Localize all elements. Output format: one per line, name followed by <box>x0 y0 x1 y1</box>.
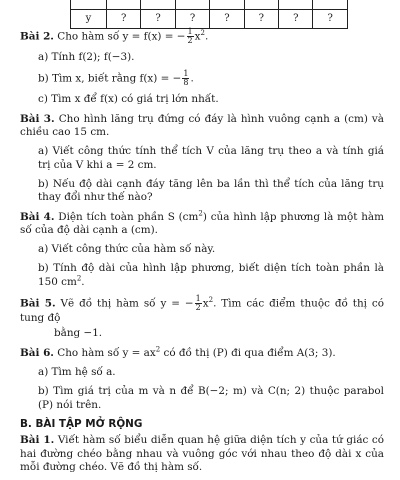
table-cell <box>175 0 209 10</box>
exercise-4-part-b: b) Tính độ dài của hình lập phương, biết diện tích toàn phần là 150 $cm^2$. <box>38 262 384 288</box>
table-cell <box>244 0 278 10</box>
exercise-6-part-b: b) Tìm giá trị của m và n để B(−2; m) và C(n; 2) thuộc parabol (P) nói trên. <box>38 385 384 411</box>
fraction: $\frac{1}{8}$ <box>183 69 189 88</box>
exercise-label: Bài 4. <box>20 210 55 223</box>
exercise-2-part-a: a) Tính f(2); f(−3). <box>38 51 135 63</box>
table-cell <box>313 0 348 10</box>
section-heading: B. BÀI TẬP MỞ RỘNG <box>20 417 143 430</box>
table-cell: ? <box>175 10 209 29</box>
exercise-text: Cho hình lăng trụ đứng có đáy là hình vuông cạnh a (cm) và chiều cao 15 cm. <box>20 112 384 138</box>
table-cell <box>141 0 175 10</box>
exercise-label: Bài 3. <box>20 112 55 125</box>
table-cell: ? <box>279 10 313 29</box>
fraction: $\frac{1}{2}$ <box>187 27 193 45</box>
value-table <box>70 0 348 29</box>
table-row-label: y <box>71 10 107 29</box>
fraction: $\frac{1}{2}$ <box>195 294 201 313</box>
table-cell <box>279 0 313 10</box>
exercise-6-part-a: a) Tìm hệ số a. <box>38 366 116 378</box>
exercise-content <box>20 28 384 480</box>
exercise-label: Bài 6. <box>20 346 54 359</box>
exercise-3-part-a: a) Viết công thức tính thể tích V của lăng trụ theo a và tính giá trị của V khi a = 2 cm. <box>38 145 384 171</box>
exercise-2: Bài 2. Cho hàm số y = f(x) = − $\frac{1}{2}$ $x^2$. <box>20 27 209 45</box>
exercise-label: Bài 5. <box>20 297 56 310</box>
exercise-label: Bài 2. <box>20 30 54 43</box>
table-row <box>71 0 348 10</box>
table-cell: ? <box>141 10 175 29</box>
exercise-label: Bài 1. <box>20 434 55 447</box>
exercise-6: Bài 6. Cho hàm số $y = ax^2$ có đồ thị (P) đi qua điểm A(3; 3). <box>20 345 336 359</box>
extended-exercise-1: Bài 1. Viết hàm số biểu diễn quan hệ giữa diện tích y của tứ giác có hai đường chéo bằng nhau và vuông góc với nhau theo độ dài x của mỗi đường chéo. Vẽ đồ thị hàm số. <box>20 434 384 473</box>
exercise-2-part-c: c) Tìm x để f(x) có giá trị lớn nhất. <box>38 93 219 106</box>
table-cell: ? <box>244 10 278 29</box>
exercise-5-continuation: bằng −1. <box>54 327 103 340</box>
exercise-4-part-a: a) Viết công thức của hàm số này. <box>38 243 216 256</box>
exercise-4: Bài 4. Diện tích toàn phần S $(cm^2)$ của hình lập phương là một hàm số của độ dài cạnh a (cm). <box>20 209 384 236</box>
exercise-5: Bài 5. Vẽ đồ thị hàm số y = − $\frac{1}{2}$ $x^2$. Tìm các điểm thuộc đồ thị có tung độ <box>20 294 384 325</box>
table-row <box>71 10 348 29</box>
table-cell: ? <box>210 10 244 29</box>
exercise-3-part-b: b) Nếu độ dài cạnh đáy tăng lên ba lần thì thể tích của lăng trụ thay đổi như thế nào? <box>38 177 384 204</box>
exercise-2-part-b: b) Tìm x, biết rằng f(x) = − $\frac{1}{8}$ . <box>38 69 194 88</box>
exercise-3 <box>20 113 384 140</box>
table-cell <box>71 0 107 10</box>
exercise-text: Cho hàm số y = f(x) = − <box>57 30 186 43</box>
table-cell: ? <box>106 10 140 29</box>
table-cell <box>106 0 140 10</box>
table-cell: ? <box>313 10 348 29</box>
table-cell <box>210 0 244 10</box>
